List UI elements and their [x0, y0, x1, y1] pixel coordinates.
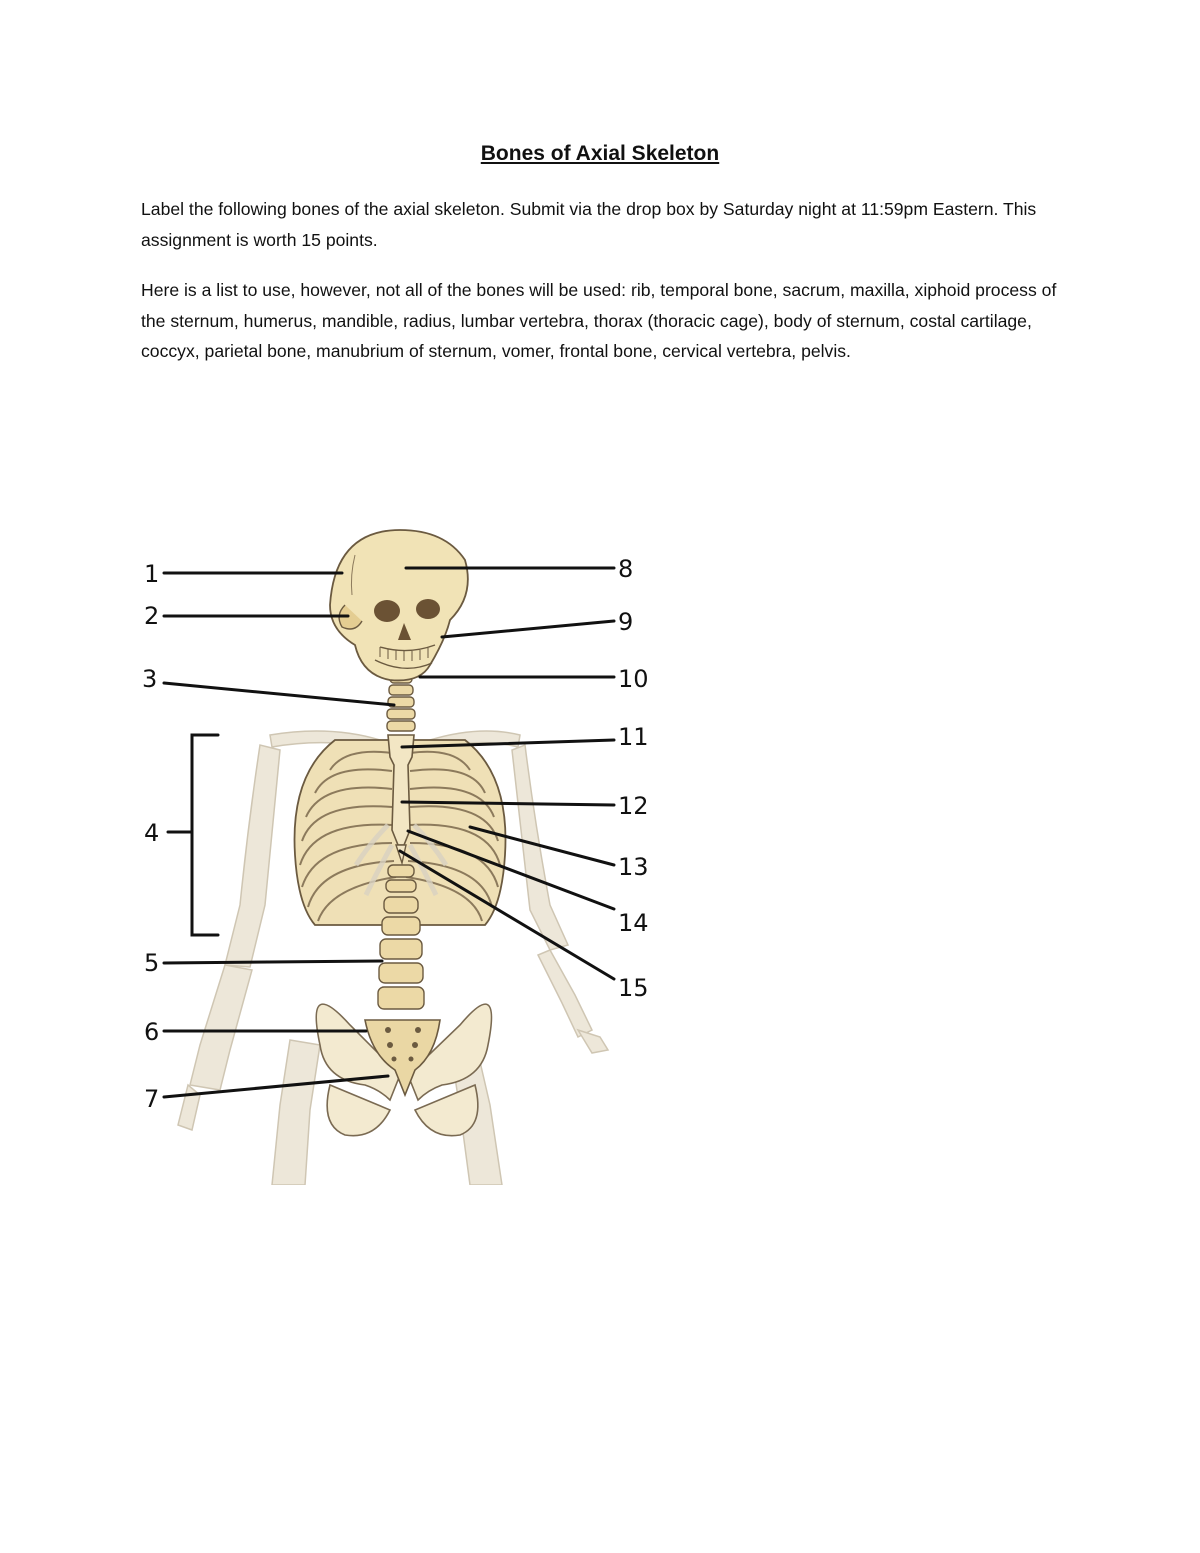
bone-list-paragraph: Here is a list to use, however, not all of the bones will be used: rib, temporal bone, sacrum, maxilla, xiphoid process of the sternum, humerus, mandible, radius, lumbar vertebra, thorax (thoracic cage), body of sternum, costal cartilage, coccyx, parietal bone, manubrium of sternum, vomer, frontal bone, cervical vertebra, pelvis. [141, 280, 1057, 361]
label-10: 10 [618, 665, 649, 693]
skull [330, 530, 468, 680]
skeleton-diagram [130, 525, 670, 1185]
label-6: 6 [144, 1018, 160, 1046]
label-4: 4 [144, 819, 160, 847]
instructions-paragraph: Label the following bones of the axial skeleton. Submit via the drop box by Saturday night at 11:59pm Eastern. This assignment is worth 15 points. [141, 199, 1037, 250]
label-14: 14 [618, 909, 649, 937]
label-5: 5 [144, 949, 160, 977]
label-12: 12 [618, 792, 649, 820]
label-3: 3 [142, 665, 158, 693]
label-15: 15 [618, 974, 649, 1002]
label-11: 11 [618, 723, 649, 751]
label-2: 2 [144, 602, 160, 630]
label-9: 9 [618, 608, 634, 636]
label-8: 8 [618, 555, 634, 583]
skeleton-figure [130, 525, 670, 1185]
label-1: 1 [144, 560, 160, 588]
label-7: 7 [144, 1085, 160, 1113]
label-13: 13 [618, 853, 649, 881]
page-title: Bones of Axial Skeleton [480, 142, 720, 165]
